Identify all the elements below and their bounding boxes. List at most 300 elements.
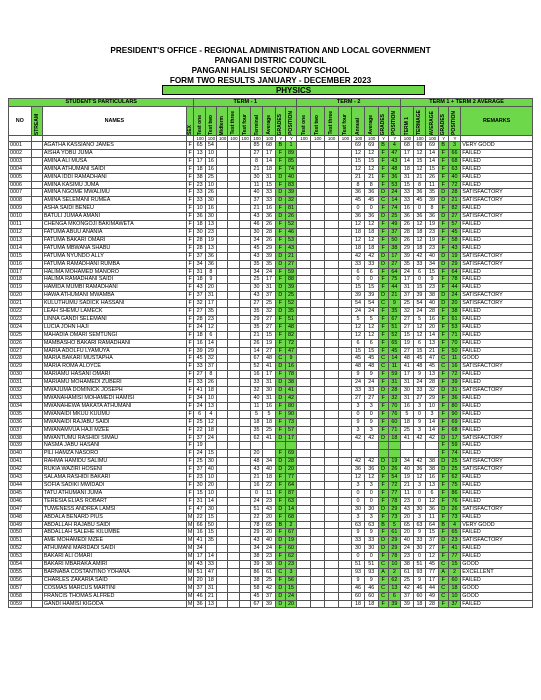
term1-mark: 28 (194, 315, 205, 323)
student-no: 0021 (9, 300, 32, 308)
term1-mark: 26 (285, 213, 296, 221)
term2-mark: 14 (388, 197, 401, 205)
combined-mark: 20 (448, 300, 461, 308)
term1-mark: 1 (285, 142, 296, 150)
student-remarks: SATISFACTORY (461, 260, 533, 268)
term2-mark: C (378, 355, 388, 363)
term2-mark (338, 189, 352, 197)
term1-mark: F (275, 205, 285, 213)
term1-mark (239, 387, 250, 395)
term2-mark: 48 (352, 363, 365, 371)
combined-mark: 76 (448, 497, 461, 505)
term1-mark (239, 418, 250, 426)
student-row (9, 497, 533, 505)
term2-mark (297, 410, 311, 418)
col-no: NO (9, 107, 32, 136)
term2-mark (338, 252, 352, 260)
col-stream: STREAM (33, 113, 40, 135)
combined-mark: 3 (413, 426, 426, 434)
term2-mark: 17 (388, 252, 401, 260)
term2-mark: 3 (364, 402, 378, 410)
term1-mark (228, 426, 239, 434)
term2-mark (324, 228, 338, 236)
term2-mark: 93 (364, 568, 378, 576)
student-stream (31, 561, 42, 569)
term2-mark: 45 (352, 355, 365, 363)
term1-mark: D (275, 584, 285, 592)
term2-mark: 63 (352, 521, 365, 529)
term1-mark: 31 (194, 268, 205, 276)
student-sex: F (186, 410, 194, 418)
col-term1-0: Test one (196, 114, 203, 135)
student-remarks: GOOD (461, 592, 533, 600)
term2-mark: B (378, 142, 388, 150)
term2-mark (338, 300, 352, 308)
term1-mark: 18 (250, 418, 263, 426)
combined-mark: 30 (401, 387, 414, 395)
max-mark: 100 (401, 136, 414, 142)
term2-mark: 5 (388, 521, 401, 529)
group-combined: TERM 1 + TERM 2 AVERAGE (401, 99, 533, 107)
student-stream (31, 165, 42, 173)
student-name: RUKIA WAZIRI HOSENI (42, 466, 186, 474)
student-name: FATUMA MBWANA SHABU (42, 244, 186, 252)
term2-mark: 18 (352, 228, 365, 236)
term1-mark: 11 (250, 402, 263, 410)
student-sex: F (186, 268, 194, 276)
term2-mark (297, 537, 311, 545)
term2-mark: 0 (364, 497, 378, 505)
term1-mark (216, 592, 227, 600)
combined-mark: 80 (448, 402, 461, 410)
student-remarks: FAILED (461, 513, 533, 521)
student-row (9, 268, 533, 276)
term2-mark: 45 (364, 197, 378, 205)
student-sex: F (186, 339, 194, 347)
term1-mark (239, 561, 250, 569)
term2-mark (338, 339, 352, 347)
combined-mark: 19 (401, 339, 414, 347)
combined-mark: 18 (401, 418, 414, 426)
student-row (9, 584, 533, 592)
combined-mark: 48 (401, 355, 414, 363)
term2-mark: D (378, 458, 388, 466)
combined-mark: 23 (401, 553, 414, 561)
term1-mark: 12 (205, 323, 216, 331)
combined-mark: 15 (413, 284, 426, 292)
combined-mark: F (438, 497, 448, 505)
term2-mark: 37 (388, 228, 401, 236)
term1-mark: 68 (263, 142, 276, 150)
term2-mark: 27 (352, 395, 365, 403)
term1-mark: D (275, 308, 285, 316)
term1-mark: 20 (285, 600, 296, 608)
term2-mark: F (378, 426, 388, 434)
combined-mark: 27 (448, 213, 461, 221)
term1-mark: 10 (194, 205, 205, 213)
combined-mark: 31 (401, 395, 414, 403)
student-row (9, 165, 533, 173)
term1-mark: 33 (194, 189, 205, 197)
term2-mark: 24 (364, 379, 378, 387)
student-sex: F (186, 181, 194, 189)
combined-mark (401, 450, 414, 458)
combined-mark: 12 (413, 221, 426, 229)
student-sex: F (186, 173, 194, 181)
term2-mark: F (378, 221, 388, 229)
term2-mark (297, 426, 311, 434)
term2-mark: 0 (364, 553, 378, 561)
term1-mark: 36 (205, 260, 216, 268)
combined-mark: 34 (401, 458, 414, 466)
student-no: 0033 (9, 395, 32, 403)
term2-mark: 42 (364, 458, 378, 466)
term1-mark: 41 (194, 537, 205, 545)
term2-mark (297, 584, 311, 592)
term2-mark (324, 529, 338, 537)
term1-mark (239, 205, 250, 213)
student-row (9, 600, 533, 608)
term2-mark: F (378, 339, 388, 347)
term2-mark: 0 (352, 410, 365, 418)
student-sex: M (187, 529, 193, 536)
term2-mark (324, 521, 338, 529)
term2-mark (310, 426, 324, 434)
term2-mark: D (378, 434, 388, 442)
student-row (9, 402, 533, 410)
term1-mark (216, 260, 227, 268)
student-remarks: FAILED (461, 284, 533, 292)
student-row (9, 205, 533, 213)
student-stream (31, 402, 42, 410)
term2-mark: 36 (364, 213, 378, 221)
student-stream (31, 489, 42, 497)
term2-mark: 0 (352, 489, 365, 497)
term1-mark: B (275, 142, 285, 150)
student-stream (31, 387, 42, 395)
combined-mark: 69 (413, 142, 426, 150)
term2-mark (338, 228, 352, 236)
student-remarks: SATISFACTORY (461, 363, 533, 371)
term2-mark: 24 (388, 189, 401, 197)
student-row (9, 395, 533, 403)
term1-mark (239, 458, 250, 466)
term2-mark: 18 (388, 434, 401, 442)
term2-mark (338, 371, 352, 379)
term1-mark (228, 489, 239, 497)
term1-mark: 5 (250, 410, 263, 418)
combined-mark: 53 (448, 323, 461, 331)
term1-mark: 28 (263, 228, 276, 236)
term2-mark: C (378, 197, 388, 205)
student-name: RAHMA HAMIDU SALIMU (42, 458, 186, 466)
student-sex: F (186, 284, 194, 292)
term1-mark: F (275, 228, 285, 236)
term1-mark: 13 (194, 149, 205, 157)
combined-mark: 12 (426, 553, 439, 561)
student-name: MWANAMVUA HAJI MZEE (42, 426, 186, 434)
term1-mark: 15 (263, 181, 276, 189)
term1-mark: 16 (250, 481, 263, 489)
term2-mark (310, 252, 324, 260)
term2-mark: 31 (388, 379, 401, 387)
term1-mark: 26 (205, 189, 216, 197)
term1-mark: 43 (250, 292, 263, 300)
term2-mark (310, 592, 324, 600)
term2-mark: 9 (364, 371, 378, 379)
term1-mark: 13 (205, 221, 216, 229)
group-term2: TERM - 2 (297, 99, 401, 107)
term1-mark: 24 (263, 545, 276, 553)
term1-mark: 6 (205, 331, 216, 339)
term2-mark (297, 205, 311, 213)
term2-mark (378, 450, 388, 458)
student-name: GANDI HAMISI KIGODA (42, 600, 186, 608)
student-name: AMINA KASIMU JUMA (42, 181, 186, 189)
term1-mark: 31 (194, 497, 205, 505)
student-no: 0047 (9, 505, 32, 513)
combined-mark: F (438, 268, 448, 276)
term2-mark (324, 205, 338, 213)
term1-mark: 29 (250, 529, 263, 537)
term1-mark (216, 292, 227, 300)
term2-mark (324, 323, 338, 331)
combined-mark: 0 (413, 276, 426, 284)
term1-mark: 40 (250, 189, 263, 197)
term1-mark: 39 (263, 600, 276, 608)
student-row (9, 315, 533, 323)
term1-mark (228, 268, 239, 276)
term2-mark: 0 (352, 276, 365, 284)
combined-mark: B (438, 142, 448, 150)
term1-mark: 10 (205, 474, 216, 482)
term2-mark (297, 308, 311, 316)
term2-mark (324, 308, 338, 316)
combined-mark: 65 (401, 521, 414, 529)
term1-mark: 38 (250, 576, 263, 584)
combined-mark: 35 (401, 260, 414, 268)
term2-mark (338, 584, 352, 592)
term1-mark: 30 (194, 481, 205, 489)
combined-mark: 33 (413, 387, 426, 395)
combined-mark: 64 (426, 521, 439, 529)
term1-mark: 15 (205, 513, 216, 521)
term1-mark (239, 513, 250, 521)
combined-mark: F (438, 308, 448, 316)
term1-mark: 41 (194, 387, 205, 395)
col-term2-5: Average (368, 115, 375, 135)
student-sex: F (186, 481, 194, 489)
term1-mark: 17 (263, 371, 276, 379)
student-no: 0049 (9, 521, 32, 529)
combined-mark: 68 (448, 426, 461, 434)
student-stream (31, 252, 42, 260)
combined-mark: 21 (448, 197, 461, 205)
student-no: 0017 (9, 268, 32, 276)
term2-mark: 15 (352, 347, 365, 355)
term1-mark: 14 (205, 553, 216, 561)
student-remarks: FAILED (461, 426, 533, 434)
student-row (9, 221, 533, 229)
combined-mark: 11 (426, 513, 439, 521)
term1-mark: 25 (263, 300, 276, 308)
student-no: 0041 (9, 458, 32, 466)
combined-mark: 23 (426, 228, 439, 236)
term2-mark (297, 173, 311, 181)
term2-mark (338, 173, 352, 181)
combined-mark: 51 (413, 561, 426, 569)
combined-mark: A (438, 568, 448, 576)
combined-mark: 17 (401, 371, 414, 379)
term2-mark: D (378, 537, 388, 545)
term2-mark (388, 442, 401, 450)
combined-mark: 36 (426, 505, 439, 513)
term2-mark (338, 197, 352, 205)
col-term2-1: Test two (314, 115, 321, 135)
student-name: FATUMA ABUU ANANIA (42, 228, 186, 236)
student-name: LUCIA JOHN HAJI (42, 323, 186, 331)
student-remarks: FAILED (461, 442, 533, 450)
term1-mark (239, 466, 250, 474)
student-name: MWANAHAMISI MOHAMEDI HAMISI (42, 395, 186, 403)
term1-mark (228, 181, 239, 189)
student-row (9, 331, 533, 339)
student-name: BATULI JUMAA AMANI (42, 213, 186, 221)
term2-mark: 12 (352, 149, 365, 157)
term2-mark: 5 (352, 315, 365, 323)
student-remarks: FAILED (461, 165, 533, 173)
term1-mark: 33 (205, 561, 216, 569)
term2-mark: 73 (388, 513, 401, 521)
term1-mark (228, 458, 239, 466)
term2-mark (297, 355, 311, 363)
term2-mark (324, 189, 338, 197)
term1-mark: 31 (263, 284, 276, 292)
combined-mark: 26 (401, 236, 414, 244)
term1-mark (228, 315, 239, 323)
term1-mark: 51 (194, 568, 205, 576)
combined-mark: 86 (448, 489, 461, 497)
combined-mark: C (438, 355, 448, 363)
student-sex: F (186, 426, 194, 434)
student-row (9, 355, 533, 363)
col-combined-0: TERM 1 (403, 116, 410, 135)
term1-mark: 31 (205, 292, 216, 300)
combined-mark: 4 (448, 521, 461, 529)
term1-mark (239, 371, 250, 379)
term1-mark (239, 142, 250, 150)
term2-mark (310, 434, 324, 442)
term1-mark (228, 474, 239, 482)
term1-mark: 48 (263, 355, 276, 363)
term1-mark: 18 (205, 387, 216, 395)
student-no: 0010 (9, 213, 32, 221)
term1-mark: 18 (263, 474, 276, 482)
term1-mark (228, 284, 239, 292)
term2-mark (324, 545, 338, 553)
col-term1-6: Average (266, 115, 273, 135)
term2-mark: 6 (352, 268, 365, 276)
term1-mark: 34 (250, 268, 263, 276)
term2-mark (324, 434, 338, 442)
combined-mark: 6 (426, 489, 439, 497)
col-remarks: REMARKS (461, 107, 533, 136)
term2-mark (324, 458, 338, 466)
term2-mark: 12 (352, 236, 365, 244)
student-sex: F (186, 244, 194, 252)
student-remarks: FAILED (461, 395, 533, 403)
student-row (9, 308, 533, 316)
term1-mark (228, 189, 239, 197)
term1-mark (216, 568, 227, 576)
term1-mark: 86 (250, 568, 263, 576)
term1-mark: F (275, 553, 285, 561)
term2-mark (338, 379, 352, 387)
term1-mark: 24 (285, 592, 296, 600)
term2-mark (388, 450, 401, 458)
term2-mark: 9 (364, 576, 378, 584)
term2-mark: 43 (388, 157, 401, 165)
combined-mark: 57 (448, 221, 461, 229)
term2-mark (310, 157, 324, 165)
term2-mark: 36 (352, 213, 365, 221)
combined-mark: 39 (401, 252, 414, 260)
term1-mark: 22 (194, 513, 205, 521)
student-name: AMINA NGOME MWALIMU (42, 189, 186, 197)
term1-mark (216, 387, 227, 395)
term1-mark (239, 545, 250, 553)
term1-mark: 24 (250, 497, 263, 505)
term2-mark: 9 (352, 576, 365, 584)
combined-mark: 16 (448, 363, 461, 371)
combined-mark: 24 (401, 268, 414, 276)
student-stream (31, 450, 42, 458)
term1-mark: 46 (194, 592, 205, 600)
max-mark: 100 (324, 136, 338, 142)
term2-mark (338, 363, 352, 371)
term1-mark (228, 561, 239, 569)
term2-mark (324, 260, 338, 268)
combined-mark: 42 (413, 434, 426, 442)
term1-mark: 18 (263, 418, 276, 426)
combined-mark: B (438, 521, 448, 529)
term1-mark: 27 (263, 323, 276, 331)
term2-mark (324, 592, 338, 600)
combined-mark: F (438, 315, 448, 323)
combined-mark: 26 (401, 221, 414, 229)
term1-mark: 28 (285, 458, 296, 466)
student-remarks: GOOD (461, 561, 533, 569)
term1-mark: 13 (205, 402, 216, 410)
student-name: BAKARI MBARAKA AMIRI (42, 561, 186, 569)
term2-mark (338, 142, 352, 150)
term2-mark (338, 481, 352, 489)
term2-mark: 45 (364, 355, 378, 363)
term2-mark: 44 (388, 284, 401, 292)
combined-mark: 35 (426, 189, 439, 197)
term1-mark (216, 371, 227, 379)
student-sex: F (186, 142, 194, 150)
combined-mark: 14 (426, 149, 439, 157)
term1-mark: 17 (194, 553, 205, 561)
student-stream (31, 481, 42, 489)
student-name: SALAMA RASHIDI BAKARI (42, 474, 186, 482)
student-row (9, 592, 533, 600)
term2-mark (310, 284, 324, 292)
student-name: ATHUMANI MARIDADI SAIDI (42, 545, 186, 553)
student-stream (31, 458, 42, 466)
student-remarks: FAILED (461, 268, 533, 276)
